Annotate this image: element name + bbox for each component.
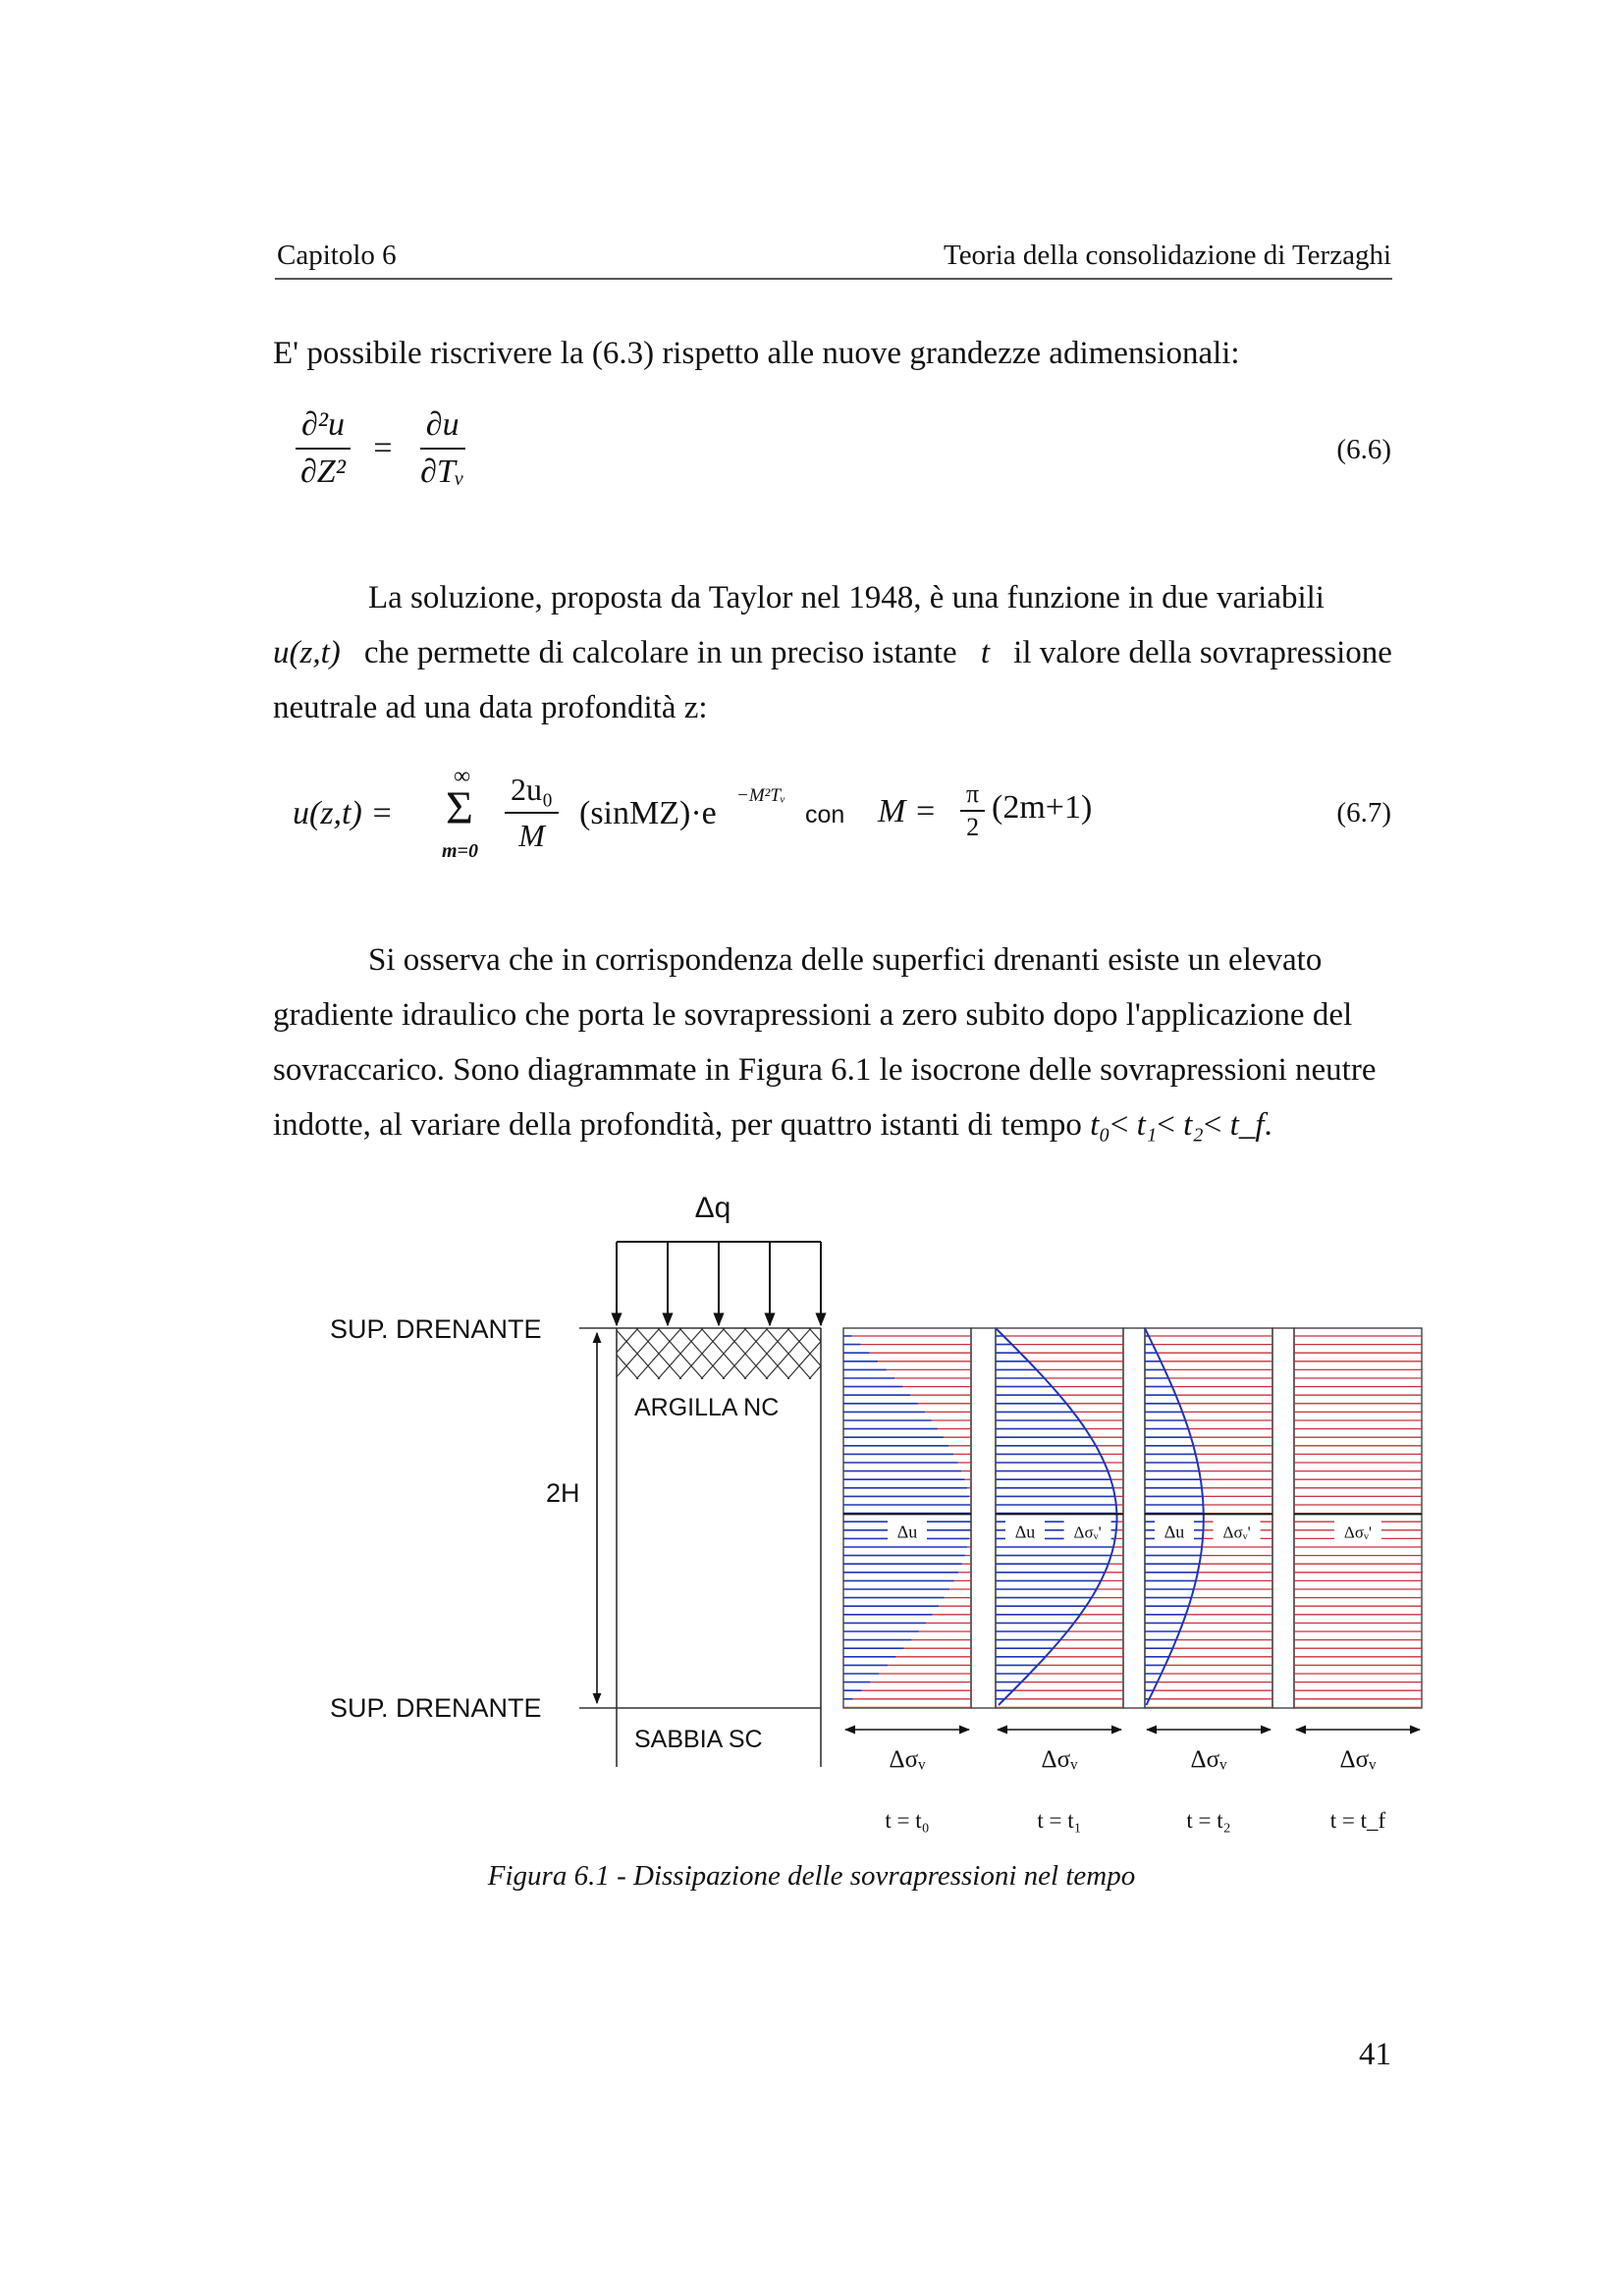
delta-sigma-label: Δσᵥ (1190, 1746, 1227, 1773)
eq67-exponent: −M²Tᵥ (736, 785, 786, 806)
time-label: t = t₀ (885, 1808, 930, 1833)
panel-separator (971, 1328, 996, 1708)
time-tf: t_f (1229, 1107, 1265, 1143)
para1-line2-a: che permette di calcolare in un preciso istante (363, 635, 957, 670)
para1-line3: neutrale ad una data profondità z: (273, 690, 708, 725)
eq67-two: 2 (966, 813, 980, 841)
panel-frame (996, 1328, 1123, 1708)
time-t2: t₂ (1183, 1107, 1204, 1143)
eq67-pi: π (960, 779, 985, 812)
less-than-1: < (1109, 1107, 1129, 1143)
eq67-con: con (805, 801, 845, 828)
isochrone-panel-1 (996, 1328, 1123, 1833)
eq66-rhs-numerator: ∂u (420, 406, 465, 450)
hatch-line (571, 1328, 617, 1379)
eq67-lhs: u(z,t) = (293, 795, 394, 831)
eq66-lhs-denominator: ∂Z² (300, 454, 346, 490)
isochrone-panel-0 (843, 1328, 971, 1833)
para1-line2-b: il valore della sovrapressione (1013, 635, 1392, 670)
para1-var-uzt: u(z,t) (273, 635, 341, 670)
time-label: t = t_f (1329, 1808, 1386, 1833)
bottom-drainage-label: SUP. DRENANTE (330, 1693, 542, 1723)
para1-var-t: t (980, 635, 991, 670)
isochrone-panel-3 (1294, 1328, 1422, 1833)
load-label: Δq (694, 1192, 731, 1224)
para1-line1: La soluzione, proposta da Taylor nel 1948, è una funzione in due variabili (368, 580, 1325, 615)
running-header-title: Teoria della consolidazione di Terzaghi (944, 240, 1391, 271)
running-header-chapter: Capitolo 6 (277, 240, 397, 271)
thickness-label: 2H (546, 1478, 580, 1508)
page-number: 41 (1359, 2037, 1391, 2072)
equation-number-6-7: (6.7) (1336, 797, 1391, 828)
para2-line4-text: indotte, al variare della profondità, per quattro istanti di tempo (273, 1107, 1082, 1143)
top-drainage-label: SUP. DRENANTE (330, 1314, 542, 1344)
eq67-body: (sinMZ)·e (579, 795, 717, 831)
clay-label: ARGILLA NC (634, 1394, 780, 1421)
panel-frame (1145, 1328, 1272, 1708)
time-t1: t₁ (1136, 1107, 1158, 1143)
panel-frame (843, 1328, 971, 1708)
figure-caption: Figura 6.1 - Dissipazione delle sovrapressioni nel tempo (487, 1860, 1136, 1892)
period: . (1264, 1107, 1272, 1143)
panel-separator (1123, 1328, 1145, 1708)
eq67-fraction-denominator: M (518, 818, 545, 853)
time-t0: t₀ (1090, 1107, 1110, 1143)
hatch-line (550, 1328, 595, 1379)
hatch-line (571, 1328, 617, 1379)
delta-u-label: Δu (1014, 1522, 1036, 1542)
isochrone-panels (843, 1328, 1422, 1833)
time-label: t = t₁ (1037, 1808, 1082, 1833)
para2-line3: sovraccarico. Sono diagrammate in Figura 6.1 le isocrone delle sovrapressioni neutre (273, 1052, 1377, 1088)
less-than-3: < (1203, 1107, 1222, 1143)
delta-sigma-label: Δσᵥ (1339, 1746, 1377, 1773)
panel-frame (1294, 1328, 1422, 1708)
delta-u-label: Δu (1163, 1522, 1185, 1542)
delta-sigma-label: Δσᵥ (1041, 1746, 1078, 1773)
eq67-sum-upper: ∞ (454, 764, 471, 789)
load-arrows (617, 1242, 821, 1325)
sand-label: SABBIA SC (634, 1726, 763, 1753)
delta-sigma-eff-label: Δσᵥ' (1073, 1522, 1102, 1542)
para2-line1: Si osserva che in corrispondenza delle superfici drenanti esiste un elevato (368, 942, 1323, 978)
para2-line2: gradiente idraulico che porta le sovrapressioni a zero subito dopo l'applicazione del (273, 997, 1353, 1033)
intro-text: E' possibile riscrivere la (6.3) rispetto alle nuove grandezze adimensionali: (273, 336, 1240, 371)
eq67-fraction-numerator: 2u₀ (505, 772, 559, 814)
eq67-sigma: Σ (446, 782, 473, 834)
time-label: t = t₂ (1186, 1808, 1231, 1833)
panel-separator (1272, 1328, 1294, 1708)
eq66-equals: = (373, 430, 393, 466)
delta-sigma-eff-label: Δσᵥ' (1222, 1522, 1251, 1542)
eq66-lhs-numerator: ∂²u (296, 406, 351, 450)
delta-sigma-eff-label: Δσᵥ' (1343, 1522, 1373, 1542)
eq67-sum-lower: m=0 (442, 840, 478, 862)
delta-sigma-label: Δσᵥ (889, 1746, 926, 1773)
eq67-m-lhs: M = (878, 793, 937, 829)
eq66-rhs-denominator: ∂Tᵥ (420, 454, 465, 490)
equation-number-6-6: (6.6) (1336, 434, 1391, 465)
eq67-m-rhs: (2m+1) (992, 789, 1093, 826)
less-than-2: < (1157, 1107, 1175, 1143)
isochrone-panel-2 (1145, 1328, 1272, 1833)
delta-u-label: Δu (896, 1522, 918, 1542)
hatch-line (550, 1328, 595, 1379)
